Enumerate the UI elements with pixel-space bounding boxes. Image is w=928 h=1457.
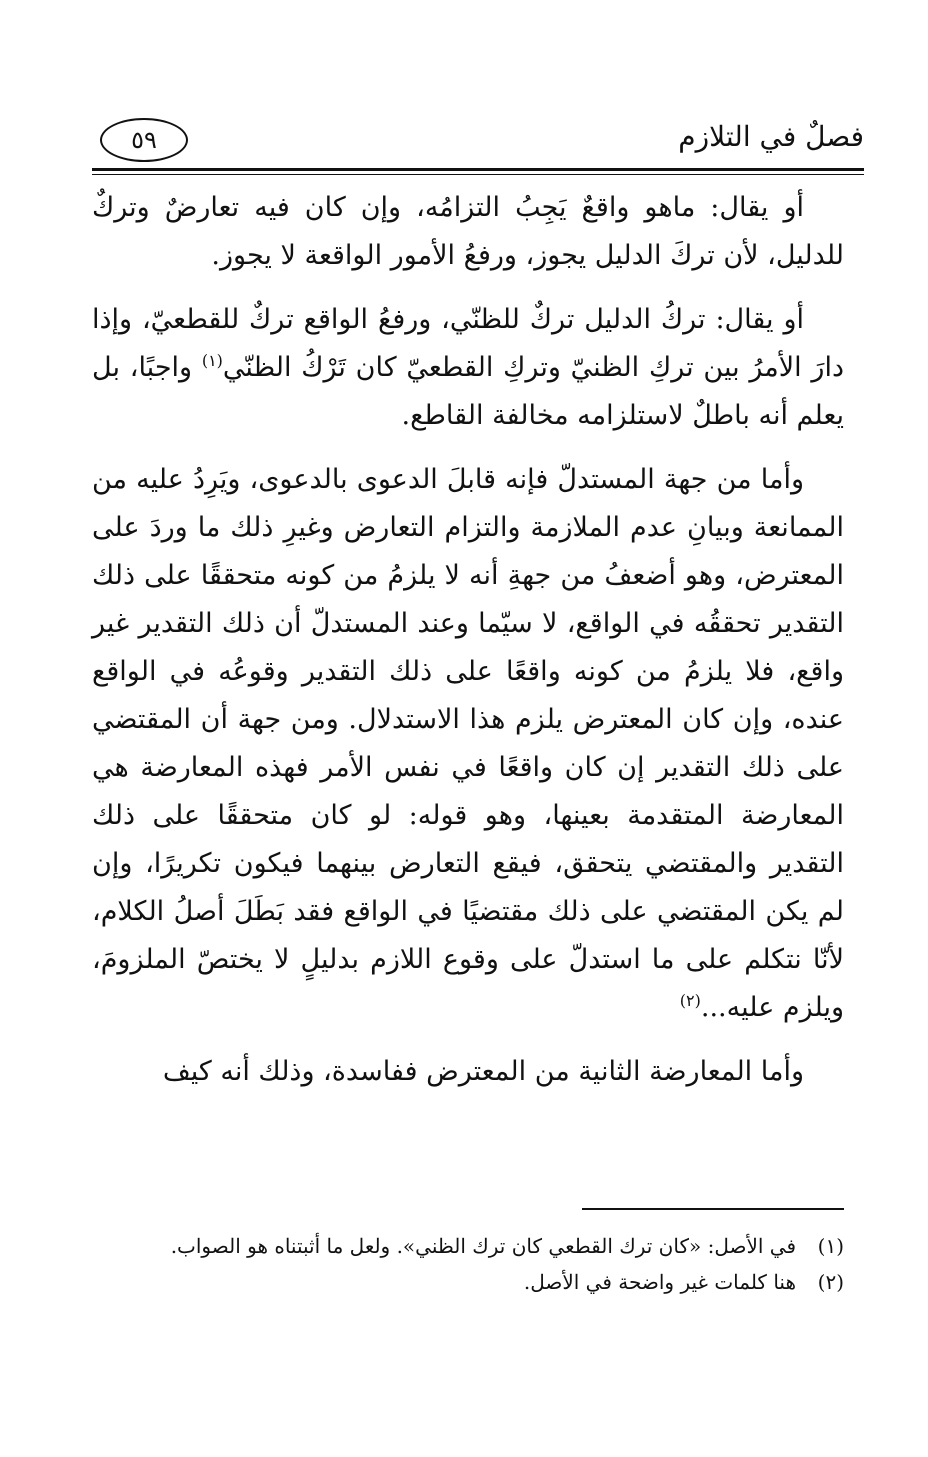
paragraph-2-text-after: واجبًا، بل يعلم أنه باطلٌ لاستلزامه مخالفة القاطع. bbox=[92, 352, 844, 431]
footnotes bbox=[92, 1228, 844, 1300]
footnote-number: (١) bbox=[817, 1234, 844, 1258]
paragraph-2-text-before: أو يقال: تركُ الدليل تركٌ للظنّي، ورفعُ الواقع تركٌ للقطعيّ، وإذا دارَ الأمرُ بين تركِ الظنيّ وتركِ القطعيّ كان تَرْكُ الظنّي bbox=[92, 304, 844, 383]
footnote-ref-2: (٢) bbox=[679, 991, 701, 1010]
paragraph-3 bbox=[92, 456, 844, 1032]
page-number: ٥٩ bbox=[100, 118, 188, 162]
footnote-text: هنا كلمات غير واضحة في الأصل. bbox=[523, 1270, 796, 1294]
paragraph-2 bbox=[92, 296, 844, 440]
footnote-1 bbox=[92, 1228, 844, 1264]
header-rule-thin bbox=[92, 174, 864, 175]
paragraph-1: أو يقال: ماهو واقعٌ يَجِبُ التزامُه، وإن كان فيه تعارضٌ وتركٌ للدليل، لأن تركَ الدليل يجوز، ورفعُ الأمور الواقعة لا يجوز. bbox=[92, 192, 844, 271]
page-header bbox=[92, 112, 864, 168]
main-text bbox=[92, 184, 844, 1112]
chapter-title: فصلٌ في التلازم bbox=[678, 120, 864, 153]
paragraph-4: وأما المعارضة الثانية من المعترض ففاسدة، وذلك أنه كيف bbox=[162, 1056, 804, 1087]
footnote-2 bbox=[92, 1264, 844, 1300]
footnote-separator bbox=[582, 1208, 844, 1210]
header-rule-thick bbox=[92, 168, 864, 171]
footnote-text: في الأصل: «كان ترك القطعي كان ترك الظني». ولعل ما أثبتناه هو الصواب. bbox=[170, 1234, 796, 1258]
paragraph-3-text-before: وأما من جهة المستدلّ فإنه قابلَ الدعوى بالدعوى، ويَرِدُ عليه من الممانعة وبيانِ عدم الملازمة والتزام التعارض وغيرِ ذلك ما وردَ على المعترض، وهو أضعفُ من جهةِ أنه لا يلزمُ من كونه متحققًا على ذلك التقدير تحققُه في الواقع، لا سيّما وعند المستدلّ أن ذلك التقدير غير واقع، فلا يلزمُ من كونه واقعًا على ذلك التقدير وقوعُه في الواقع عنده، وإن كان المعترض يلزم هذا الاستدلال. ومن جهة أن المقتضي على ذلك التقدير إن كان واقعًا في نفس الأمر فهذه المعارضة هي المعارضة المتقدمة بعينها، وهو قوله: لو كان متحققًا على ذلك التقدير والمقتضي يتحقق، فيقع التعارض بينهما فيكون تكريرًا، وإن لم يكن المقتضي على ذلك مقتضيًا في الواقع فقد بَطَلَ أصلُ الكلام، لأنّا نتكلم على ما استدلّ على وقوع اللازم بدليلٍ لا يختصّ الملزومَ، ويلزم عليه... bbox=[92, 464, 844, 1023]
footnote-ref-1: (١) bbox=[201, 351, 223, 370]
footnote-number: (٢) bbox=[817, 1270, 844, 1294]
